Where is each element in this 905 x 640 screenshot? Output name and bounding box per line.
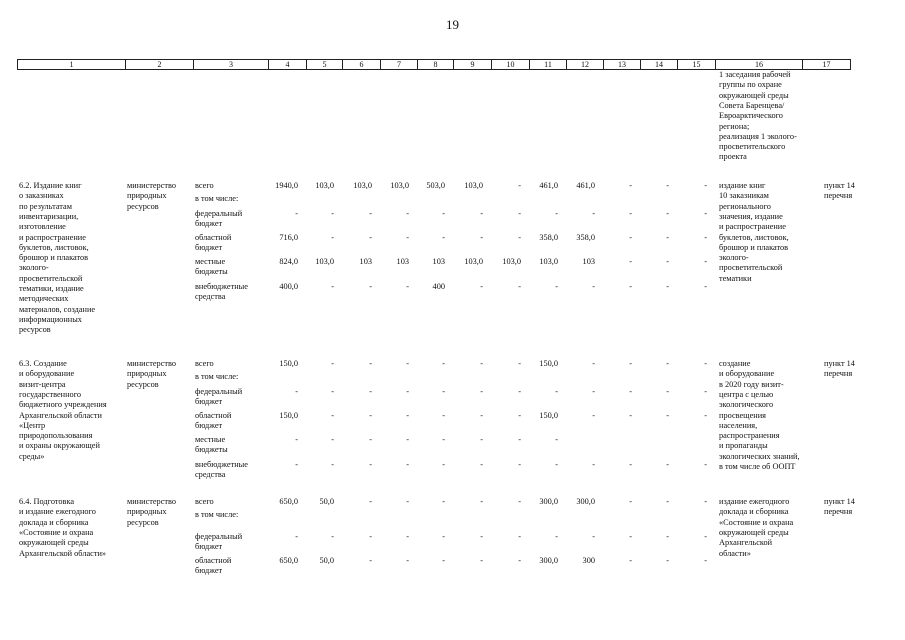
value-cell: - [331, 209, 334, 218]
value-cell: - [704, 411, 707, 420]
executor-line: министерство [127, 181, 177, 190]
value-cell: 150,0 [279, 411, 298, 420]
expected-result-line: и оборудование [719, 369, 775, 379]
funding-source-label: областной [195, 411, 232, 420]
value-cell: - [555, 532, 558, 541]
value-cell: - [406, 233, 409, 242]
expected-result-line: «Состояние и охрана [719, 517, 794, 527]
funding-source-label: средства [195, 292, 226, 302]
activity-name-line: эколого- [19, 263, 49, 273]
header-cell-4: 4 [269, 60, 307, 69]
continuation-line: просветительского [719, 142, 786, 152]
header-cell-9: 9 [454, 60, 492, 69]
value-cell: 358,0 [539, 233, 558, 242]
activity-name-line: доклада и сборника [19, 517, 89, 527]
executor-line: природных [127, 369, 167, 379]
value-cell: - [555, 460, 558, 469]
value-cell: 103,0 [315, 181, 334, 190]
expected-result-line: буклетов, листовок, [719, 232, 789, 242]
value-cell: - [369, 556, 372, 565]
value-cell: - [331, 460, 334, 469]
value-cell: - [295, 532, 298, 541]
continuation-line: реализация 1 эколого- [719, 131, 797, 141]
reference-line: перечня [824, 507, 853, 517]
header-cell-2: 2 [126, 60, 194, 69]
continuation-line: окружающей среды [719, 90, 789, 100]
value-cell: - [331, 435, 334, 444]
reference-line: пункт 14 [824, 497, 855, 506]
continuation-line: Евроарктического [719, 111, 783, 121]
header-cell-1: 1 [18, 60, 126, 69]
expected-result-line: тематики [719, 273, 752, 283]
value-cell: - [555, 435, 558, 444]
activity-name-line: и распространение [19, 232, 86, 242]
value-cell: 50,0 [319, 497, 334, 506]
header-cell-14: 14 [641, 60, 678, 69]
value-cell: - [629, 460, 632, 469]
value-cell: - [518, 497, 521, 506]
value-cell: - [518, 387, 521, 396]
reference-line: пункт 14 [824, 359, 855, 368]
expected-result-line: регионального [719, 201, 771, 211]
value-cell: - [666, 282, 669, 291]
header-cell-12: 12 [567, 60, 604, 69]
value-cell: - [704, 497, 707, 506]
funding-source-label: бюджет [195, 566, 223, 576]
value-cell: 1940,0 [275, 181, 298, 190]
expected-result-line: значения, издание [719, 211, 783, 221]
value-cell: - [555, 282, 558, 291]
value-cell: 503,0 [426, 181, 445, 190]
header-cell-16: 16 [716, 60, 803, 69]
value-cell: - [406, 411, 409, 420]
funding-source-label: в том числе: [195, 372, 239, 381]
funding-source-label: всего [195, 359, 214, 368]
value-cell: - [480, 209, 483, 218]
value-cell: 300,0 [539, 497, 558, 506]
funding-source-label: бюджет [195, 542, 223, 552]
value-cell: - [592, 460, 595, 469]
funding-source-label: федеральный [195, 209, 243, 218]
value-cell: - [518, 532, 521, 541]
value-cell: - [480, 359, 483, 368]
funding-source-label: всего [195, 181, 214, 190]
funding-source-label: бюджеты [195, 445, 228, 455]
page-number: 19 [446, 17, 459, 32]
value-cell: - [704, 209, 707, 218]
activity-name-line: «Состояние и охрана [19, 527, 94, 537]
value-cell: - [629, 209, 632, 218]
value-cell: - [704, 532, 707, 541]
value-cell: - [629, 359, 632, 368]
value-cell: - [666, 497, 669, 506]
value-cell: 103,0 [464, 257, 483, 266]
value-cell: - [331, 411, 334, 420]
funding-source-label: местные [195, 435, 226, 444]
value-cell: 150,0 [279, 359, 298, 368]
value-cell: - [592, 209, 595, 218]
value-cell: 103,0 [353, 181, 372, 190]
value-cell: - [518, 282, 521, 291]
value-cell: 103 [582, 257, 595, 266]
value-cell: - [704, 359, 707, 368]
funding-source-label: в том числе: [195, 194, 239, 203]
value-cell: - [406, 282, 409, 291]
value-cell: 650,0 [279, 497, 298, 506]
continuation-line: проекта [719, 152, 747, 162]
activity-name-line: «Центр [19, 420, 46, 430]
expected-result-line: Архангельской [719, 538, 773, 548]
activity-name-line: и охраны окружающей [19, 441, 100, 451]
value-cell: 358,0 [576, 233, 595, 242]
value-cell: - [480, 532, 483, 541]
reference-line: перечня [824, 191, 853, 201]
funding-source-label: внебюджетные [195, 282, 248, 291]
expected-result-line: населения, [719, 420, 758, 430]
value-cell: - [406, 556, 409, 565]
expected-result-line: эколого- [719, 253, 749, 263]
activity-name-line: буклетов, листовок, [19, 242, 89, 252]
value-cell: 103 [396, 257, 409, 266]
value-cell: - [442, 359, 445, 368]
activity-name-line: о заказниках [19, 191, 64, 201]
activity-name-line: Архангельской области [19, 410, 102, 420]
table-header-row [17, 59, 851, 70]
value-cell: - [295, 387, 298, 396]
expected-result-line: просвещения [719, 410, 766, 420]
value-cell: - [629, 497, 632, 506]
funding-source-label: внебюджетные [195, 460, 248, 469]
value-cell: - [629, 257, 632, 266]
value-cell: - [704, 387, 707, 396]
expected-result-line: в 2020 году визит- [719, 379, 784, 389]
value-cell: - [629, 181, 632, 190]
executor-line: природных [127, 191, 167, 201]
expected-result-line: в том числе об ООПТ [719, 462, 796, 471]
value-cell: - [369, 497, 372, 506]
value-cell: - [518, 181, 521, 190]
activity-name-line: брошюр и плакатов [19, 253, 89, 263]
executor-line: ресурсов [127, 201, 159, 211]
value-cell: - [480, 497, 483, 506]
value-cell: - [369, 282, 372, 291]
header-cell-17: 17 [803, 60, 851, 69]
header-cell-10: 10 [492, 60, 530, 69]
expected-result-line: окружающей среды [719, 527, 789, 537]
activity-name-line: визит-центра [19, 379, 66, 389]
value-cell: - [629, 282, 632, 291]
activity-name-line: методических [19, 294, 69, 304]
value-cell: - [666, 411, 669, 420]
executor-line: природных [127, 507, 167, 517]
value-cell: - [555, 387, 558, 396]
value-cell: - [592, 411, 595, 420]
value-cell: 150,0 [539, 411, 558, 420]
expected-result-line: издание книг [719, 181, 766, 190]
header-cell-11: 11 [530, 60, 567, 69]
funding-source-label: в том числе: [195, 510, 239, 519]
value-cell: 461,0 [539, 181, 558, 190]
value-cell: - [369, 233, 372, 242]
value-cell: - [406, 460, 409, 469]
value-cell: - [480, 556, 483, 565]
header-cell-15: 15 [678, 60, 716, 69]
value-cell: - [406, 497, 409, 506]
value-cell: - [442, 233, 445, 242]
value-cell: - [406, 387, 409, 396]
funding-source-label: местные [195, 257, 226, 266]
value-cell: 103,0 [315, 257, 334, 266]
activity-name-line: по результатам [19, 201, 72, 211]
funding-source-label: всего [195, 497, 214, 506]
value-cell: 103,0 [390, 181, 409, 190]
value-cell: - [331, 532, 334, 541]
header-cell-6: 6 [343, 60, 381, 69]
expected-result-line: области» [719, 548, 751, 558]
value-cell: 150,0 [539, 359, 558, 368]
value-cell: - [666, 532, 669, 541]
value-cell: - [518, 435, 521, 444]
value-cell: - [518, 411, 521, 420]
value-cell: 400,0 [279, 282, 298, 291]
expected-result-line: брошюр и плакатов [719, 242, 789, 252]
value-cell: - [406, 532, 409, 541]
continuation-line: группы по охране [719, 80, 782, 90]
value-cell: - [331, 233, 334, 242]
value-cell: - [295, 435, 298, 444]
activity-name-line: бюджетного учреждения [19, 400, 107, 410]
value-cell: 716,0 [279, 233, 298, 242]
value-cell: - [704, 282, 707, 291]
value-cell: - [629, 532, 632, 541]
value-cell: - [442, 460, 445, 469]
value-cell: - [442, 532, 445, 541]
header-cell-13: 13 [604, 60, 641, 69]
value-cell: - [331, 282, 334, 291]
value-cell: - [331, 387, 334, 396]
expected-result-line: и распространение [719, 222, 786, 232]
activity-name-line: инвентаризации, [19, 211, 79, 221]
value-cell: - [480, 233, 483, 242]
value-cell: - [666, 257, 669, 266]
activity-name-line: ресурсов [19, 325, 51, 335]
value-cell: - [629, 387, 632, 396]
value-cell: - [331, 359, 334, 368]
value-cell: 400 [432, 282, 445, 291]
value-cell: 50,0 [319, 556, 334, 565]
header-cell-3: 3 [194, 60, 269, 69]
value-cell: 300 [582, 556, 595, 565]
value-cell: - [629, 556, 632, 565]
value-cell: - [592, 359, 595, 368]
header-cell-5: 5 [307, 60, 343, 69]
value-cell: - [592, 387, 595, 396]
value-cell: - [666, 359, 669, 368]
value-cell: - [666, 181, 669, 190]
value-cell: - [518, 233, 521, 242]
value-cell: - [480, 435, 483, 444]
value-cell: - [480, 460, 483, 469]
value-cell: 824,0 [279, 257, 298, 266]
reference-line: перечня [824, 369, 853, 379]
value-cell: - [442, 497, 445, 506]
value-cell: - [666, 556, 669, 565]
executor-line: ресурсов [127, 379, 159, 389]
activity-name-line: информационных [19, 314, 82, 324]
value-cell: - [369, 532, 372, 541]
value-cell: - [666, 233, 669, 242]
value-cell: - [442, 435, 445, 444]
value-cell: 300,0 [576, 497, 595, 506]
activity-name-line: материалов, создание [19, 304, 96, 314]
activity-name-line: тематики, издание [19, 284, 84, 293]
value-cell: - [369, 359, 372, 368]
value-cell: - [704, 257, 707, 266]
value-cell: - [518, 359, 521, 368]
continuation-line: Совета Баренцева/ [719, 100, 785, 110]
header-cell-7: 7 [381, 60, 418, 69]
continuation-line: 1 заседания рабочей [719, 70, 791, 79]
value-cell: 103,0 [539, 257, 558, 266]
value-cell: - [369, 435, 372, 444]
activity-name-line: 6.2. Издание книг [19, 181, 82, 190]
expected-result-line: распространения [719, 431, 780, 441]
funding-source-label: средства [195, 470, 226, 480]
value-cell: - [369, 387, 372, 396]
executor-line: ресурсов [127, 517, 159, 527]
value-cell: - [518, 209, 521, 218]
value-cell: - [369, 209, 372, 218]
activity-name-line: окружающей среды [19, 538, 89, 548]
activity-name-line: 6.3. Создание [19, 359, 67, 368]
funding-source-label: бюджет [195, 243, 223, 253]
expected-result-line: центра с целью [719, 389, 774, 399]
value-cell: - [442, 556, 445, 565]
value-cell: - [592, 532, 595, 541]
expected-result-line: экологических знаний, [719, 451, 800, 461]
value-cell: - [406, 359, 409, 368]
expected-result-line: 10 заказникам [719, 191, 769, 201]
value-cell: - [555, 209, 558, 218]
value-cell: - [704, 556, 707, 565]
executor-line: министерство [127, 359, 177, 368]
value-cell: - [704, 181, 707, 190]
value-cell: - [592, 282, 595, 291]
value-cell: - [629, 411, 632, 420]
value-cell: - [295, 460, 298, 469]
value-cell: 650,0 [279, 556, 298, 565]
activity-name-line: просветительской [19, 273, 83, 283]
activity-name-line: государственного [19, 389, 82, 399]
value-cell: - [666, 387, 669, 396]
expected-result-line: создание [719, 359, 751, 368]
expected-result-line: издание ежегодного [719, 497, 790, 506]
value-cell: - [480, 282, 483, 291]
activity-name-line: природопользования [19, 431, 93, 441]
header-cell-8: 8 [418, 60, 454, 69]
value-cell: 300,0 [539, 556, 558, 565]
executor-line: министерство [127, 497, 177, 506]
funding-source-label: областной [195, 233, 232, 242]
value-cell: - [295, 209, 298, 218]
value-cell: - [704, 233, 707, 242]
value-cell: 103,0 [464, 181, 483, 190]
funding-source-label: бюджеты [195, 267, 228, 277]
funding-source-label: областной [195, 556, 232, 565]
activity-name-line: и оборудование [19, 369, 75, 379]
continuation-line: региона; [719, 121, 750, 131]
activity-name-line: и издание ежегодного [19, 507, 96, 517]
funding-source-label: бюджет [195, 219, 223, 229]
value-cell: - [369, 460, 372, 469]
funding-source-label: бюджет [195, 397, 223, 407]
value-cell: - [480, 411, 483, 420]
expected-result-line: доклада и сборника [719, 507, 789, 517]
value-cell: 103 [432, 257, 445, 266]
value-cell: 103,0 [502, 257, 521, 266]
value-cell: - [666, 460, 669, 469]
activity-name-line: изготовление [19, 222, 66, 232]
value-cell: - [406, 209, 409, 218]
expected-result-line: экологического [719, 400, 774, 410]
value-cell: - [480, 387, 483, 396]
activity-name-line: среды» [19, 451, 45, 461]
funding-source-label: бюджет [195, 421, 223, 431]
value-cell: 461,0 [576, 181, 595, 190]
reference-line: пункт 14 [824, 181, 855, 190]
value-cell: - [442, 209, 445, 218]
value-cell: - [518, 556, 521, 565]
value-cell: - [442, 411, 445, 420]
value-cell: - [369, 411, 372, 420]
value-cell: - [666, 209, 669, 218]
value-cell: - [629, 233, 632, 242]
value-cell: - [442, 387, 445, 396]
activity-name-line: 6.4. Подготовка [19, 497, 75, 506]
value-cell: - [704, 460, 707, 469]
value-cell: - [518, 460, 521, 469]
expected-result-line: просветительской [719, 263, 783, 273]
funding-source-label: федеральный [195, 532, 243, 541]
value-cell: 103 [359, 257, 372, 266]
expected-result-line: и пропаганды [719, 441, 768, 451]
value-cell: - [406, 435, 409, 444]
funding-source-label: федеральный [195, 387, 243, 396]
activity-name-line: Архангельской области» [19, 548, 107, 558]
